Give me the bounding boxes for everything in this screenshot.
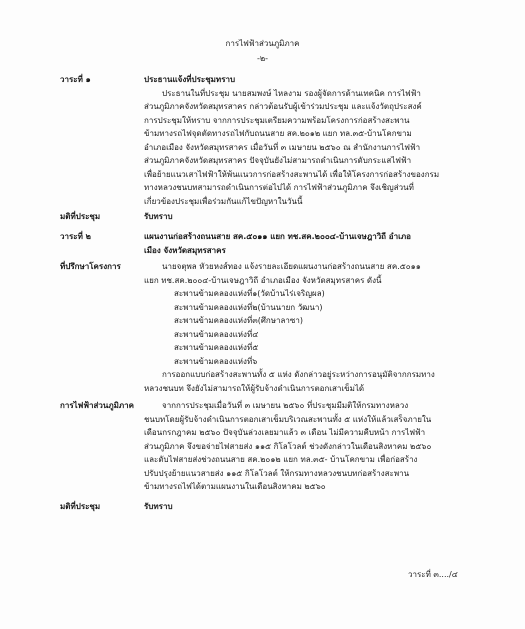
pea-line: ปรับปรุงย้ายแนวสายส่ง ๑๑๕ กิโลโวลต์ ให้กรมทางหลวงชนบทก่อสร้างสะพาน (144, 468, 410, 478)
bridge-item: สะพานข้ามคลองแห่งที่๑(วัดบ้านไร่เจริญผล) (174, 289, 325, 298)
agenda2-title (144, 230, 488, 257)
agenda1-line: ข้ามทางรถไฟจุดตัดทางรถไฟกับถนนสาย สค.๒๐๑๒ แยก ทล.๓๕-บ้านโคกขาม (144, 129, 412, 138)
pea-line: ข้ามทางรถไฟได้ตามแผนงานในเดือนสิงหาคม ๒๕๖๐ (144, 482, 326, 491)
agenda1-line: เกี่ยวข้องประชุมเพื่อร่วมกันแก้ไขปัญหาในวันนี้ (144, 196, 303, 206)
bridge-item: สะพานข้ามคลองแห่งที่๓(ศึกษาลาซา) (174, 316, 303, 325)
resolution1-label: มติที่ประชุม (60, 212, 101, 221)
agenda1-line: ประธานในที่ประชุม นายสมพงษ์ ไหลงาม รองผู้จัดการด้านเทคนิค การไฟฟ้า (162, 88, 421, 98)
continuation-note: วาระที่ ๓..../๔ (408, 570, 458, 579)
pea-line: ส่วนภูมิภาค จึงขอจ่ายไฟสายส่ง ๑๑๕ กิโลโวลต์ ช่วงดังกล่าวในเดือนสิงหาคม ๒๕๖๐ (144, 441, 432, 451)
bridge-item: สะพานข้ามคลองแห่งที่๕ (174, 343, 259, 352)
pea-line: และดับไฟสายส่งช่วงถนนสาย สค.๒๐๑๒ แยก ทล.๓๕- บ้านโคกขาม เพื่อก่อสร้าง (144, 455, 418, 464)
header-org: การไฟฟ้าส่วนภูมิภาค (225, 39, 300, 48)
pea-label: การไฟฟ้าส่วนภูมิภาค (60, 401, 134, 410)
page-number: -๒- (256, 54, 269, 63)
agenda2-title-line: แผนงานก่อสร้างถนนสาย สค.๕๐๑๑ แยก ทช.สค.๒๐๐๔-บ้านเจษฎาวิถี อำเภอ (144, 232, 411, 241)
agenda2-label: วาระที่ ๒ (60, 232, 91, 241)
agenda1-content (144, 73, 488, 208)
consultant-content (144, 260, 488, 395)
agenda1-line: อำเภอเมือง จังหวัดสมุทรสาคร เมื่อวันที่ ๓ เมษายน ๒๕๖๐ ณ สำนักงานการไฟฟ้า (144, 142, 421, 152)
pea-line: จากการประชุมเมื่อวันที่ ๓ เมษายน ๒๕๖๐ ที่ประชุมมีมติให้กรมทางหลวง (162, 401, 409, 410)
agenda1-line: เพื่อย้ายแนวเสาไฟฟ้าให้พ้นแนวการก่อสร้างสะพานได้ เพื่อให้โครงการก่อสร้างของกรม (144, 169, 440, 179)
resolution2-label: มติที่ประชุม (60, 502, 101, 511)
bridge-item: สะพานข้ามคลองแห่งที่๔ (174, 329, 259, 339)
consultant-closing-line: การออกแบบก่อสร้างสะพานทั้ง ๕ แห่ง ดังกล่าวอยู่ระหว่างการอนุมัติจากกรมทาง (162, 370, 435, 379)
agenda1-line: การประชุมให้ทราบ จากการประชุมเตรียมความพร้อมโครงการก่อสร้างสะพาน (144, 115, 410, 125)
pea-content (144, 399, 488, 494)
bridge-item: สะพานข้ามคลองแห่งที่๒(บ้านนายก วัฒนา) (174, 302, 323, 312)
pea-line: ชนบทโดยผู้รับจ้างดำเนินการตอกเสาเข็มบริเวณสะพานทั้ง ๕ แห่งให้แล้วเสร็จภายใน (144, 414, 432, 424)
agenda2-title-line: เมือง จังหวัดสมุทรสาคร (144, 245, 226, 255)
consultant-label: ที่ปรึกษาโครงการ (60, 262, 121, 271)
agenda1-line: ทางหลวงชนบทสามารถดำเนินการต่อไปได้ การไฟฟ้าส่วนภูมิภาค จึงเชิญส่วนที่ (144, 183, 414, 192)
agenda1-label: วาระที่ ๑ (60, 75, 91, 84)
agenda1-line: ส่วนภูมิภาคจังหวัดสมุทรสาคร กล่าวต้อนรับผู้เข้าร่วมประชุม และแจ้งวัตถุประสงค์ (144, 102, 422, 111)
agenda1-title: ประธานแจ้งที่ประชุมทราบ (144, 75, 236, 84)
consultant-closing-line: หลวงชนบท จึงยังไม่สามารถให้ผู้รับจ้างดำเนินการตอกเสาเข็มได้ (144, 383, 365, 393)
consultant-intro-line: แยก ทช.สค.๒๐๐๔-บ้านเจษฎาวิถี อำเภอเมือง จังหวัดสมุทรสาคร ดังนี้ (144, 275, 382, 285)
bridge-item: สะพานข้ามคลองแห่งที่๖ (174, 356, 258, 366)
pea-line: เดือนกรกฎาคม ๒๕๖๐ ปัจจุบันล่วงเลยมาแล้ว ๓ เดือน ไม่มีความคืบหน้า การไฟฟ้า (144, 428, 426, 437)
resolution1-value: รับทราบ (144, 212, 173, 221)
resolution2-value: รับทราบ (144, 502, 173, 511)
consultant-intro-line: นายจตุพล หัวยหงส์ทอง แจ้งรายละเอียดแผนงานก่อสร้างถนนสาย สค.๕๐๑๑ (162, 262, 421, 271)
agenda1-line: ส่วนภูมิภาคจังหวัดสมุทรสาคร ปัจจุบันยังไม่สามารถดำเนินการดับกระแสไฟฟ้า (144, 156, 412, 165)
